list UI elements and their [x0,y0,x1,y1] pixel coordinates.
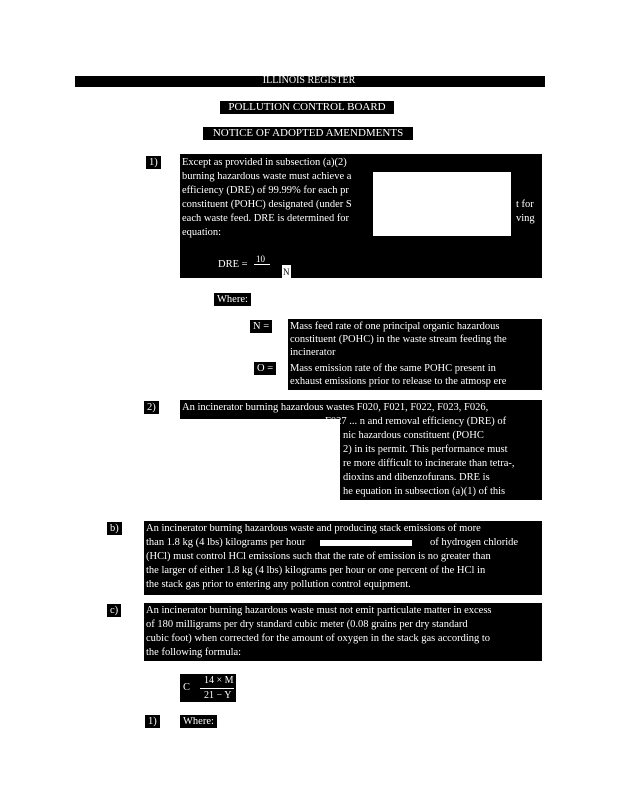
itemc-line-1: An incinerator burning hazardous waste must not emit particulate matter in excess [146,605,492,616]
item2-line-1: An incinerator burning hazardous wastes F020, F021, F022, F023, F026, [182,402,489,413]
item2-frag-2: nic hazardous constituent (POHC [343,430,484,441]
item1-line-2: burning hazardous waste must achieve a [182,171,352,182]
item2-frag-5: dioxins and dibenzofurans. DRE is [343,472,490,483]
def-o-line-2: exhaust emissions prior to release to the atmosp ere [290,376,507,387]
dre-fraction-bar [254,264,270,265]
def-n-line-2: constituent (POHC) in the waste stream feeding the [290,334,507,345]
itemb-line-2-right: of hydrogen chloride [430,537,519,548]
formula-numerator: 14 × M [204,675,234,686]
redaction-patch-3 [320,540,412,546]
def-o-symbol: O = [254,362,276,375]
dre-lhs: DRE = [218,259,248,270]
item2-frag-3: 2) in its permit. This performance must [343,444,508,455]
itemb-line-3: (HCl) must control HCl emissions such that the rate of emission is no greater than [146,551,491,562]
itemc-line-4: the following formula: [146,647,242,658]
item2-frag-6: he equation in subsection (a)(1) of this [343,486,506,497]
def-n-line-3: incinerator [290,347,336,358]
item1-line-6: equation: [182,227,222,238]
itemb-line-1: An incinerator burning hazardous waste and producing stack emissions of more [146,523,481,534]
dre-numerator: 10 [256,254,265,264]
board-title: POLLUTION CONTROL BOARD [220,101,394,114]
redaction-patch-1 [373,172,511,236]
item1-line-1: Except as provided in subsection (a)(2) [182,157,347,168]
item1-line-4: constituent (POHC) designated (under S [182,199,352,210]
item1-frag-4: t for [516,199,534,210]
itemc-label: c) [107,604,121,617]
def-o-line-1: Mass emission rate of the same POHC present in [290,363,496,374]
where-label-2: Where: [180,715,217,728]
item1-line-5: each waste feed. DRE is determined for [182,213,350,224]
redaction-patch-2 [180,419,340,503]
itemb-line-4: the larger of either 1.8 kg (4 lbs) kilograms per hour or one percent of the HCl in [146,565,486,576]
itemc-line-2: of 180 milligrams per dry standard cubic meter (0.08 grains per dry standard [146,619,468,630]
itemc1-label: 1) [145,715,160,728]
itemb-label: b) [107,522,122,535]
where-label-1: Where: [214,293,251,306]
item1-label: 1) [146,156,161,169]
formula-c: C [183,682,191,693]
itemb-line-2: than 1.8 kg (4 lbs) kilograms per hour [146,537,306,548]
dre-denominator: N [283,267,290,277]
item2-frag-4: re more difficult to incinerate than tetra-, [343,458,515,469]
item1-frag-5: ving [516,213,535,224]
itemb-line-5: the stack gas prior to entering any pollution control equipment. [146,579,411,590]
notice-title: NOTICE OF ADOPTED AMENDMENTS [203,127,413,140]
formula-denominator: 21 − Y [204,690,232,701]
item2-frag-1: F027 ... n and removal efficiency (DRE) of [325,416,507,427]
itemc-line-3: cubic foot) when corrected for the amount of oxygen in the stack gas according to [146,633,491,644]
def-n-line-1: Mass feed rate of one principal organic hazardous [290,321,500,332]
item2-label: 2) [144,401,159,414]
register-title: ILLINOIS REGISTER [262,75,356,86]
def-n-symbol: N = [250,320,272,333]
item1-line-3: efficiency (DRE) of 99.99% for each pr [182,185,349,196]
